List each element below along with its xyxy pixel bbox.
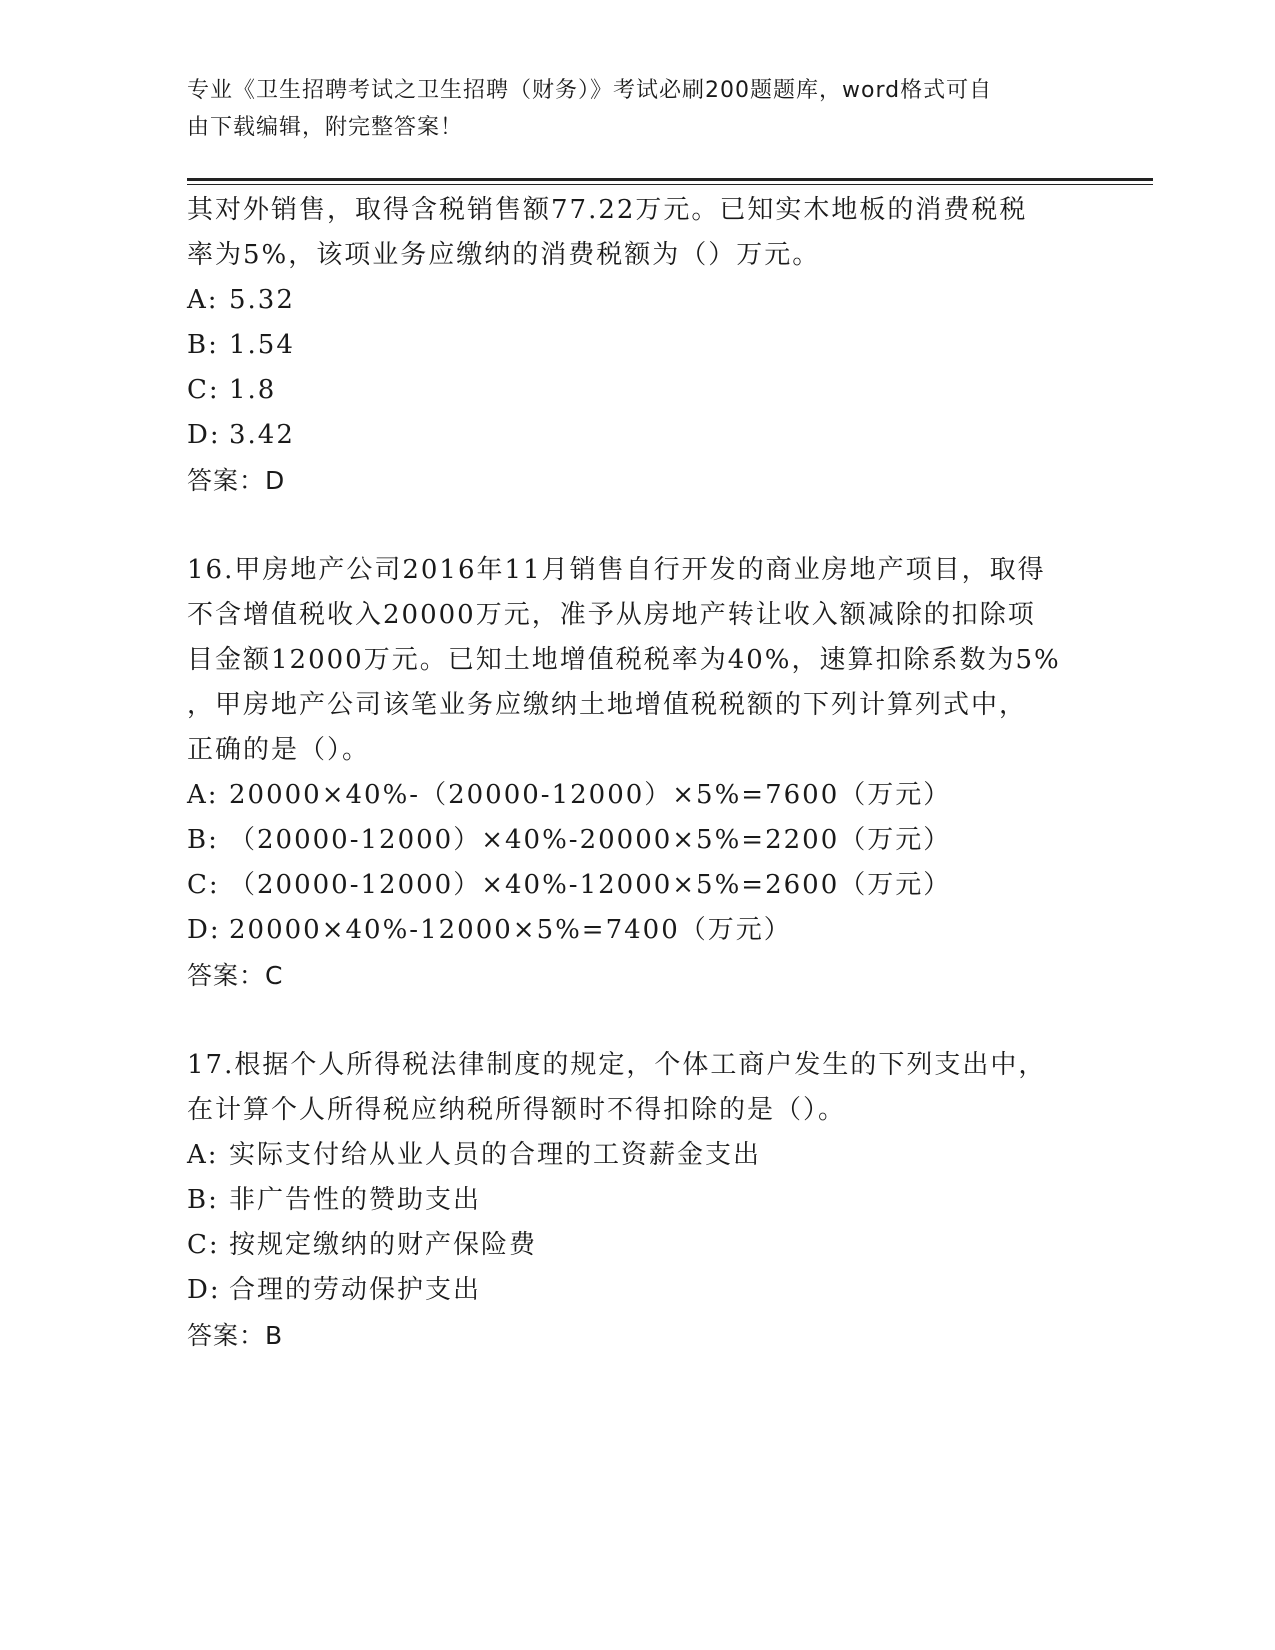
option-text: 20000×40%-12000×5%=7400（万元） [229,915,792,945]
option-text: 20000×40%-（20000-12000）×5%=7600（万元） [229,780,952,810]
answer-line: 答案：D [187,466,286,495]
question-stem: 目金额12000万元。已知土地增值税税率为40%，速算扣除系数为5% [187,645,1061,675]
question-stem: 率为5%，该项业务应缴纳的消费税额为（）万元。 [187,240,821,270]
question-17 [187,1043,1087,1358]
header-divider-thick [187,178,1153,181]
question-stem: 17.根据个人所得税法律制度的规定，个体工商户发生的下列支出中， [187,1050,1047,1080]
option-b [187,1178,1087,1223]
option-key: B: [187,1185,219,1215]
option-text: 非广告性的赞助支出 [229,1185,482,1215]
option-c [187,1223,1087,1268]
option-b [187,323,1087,368]
option-key: B: [187,330,219,360]
option-b [187,818,1087,863]
option-a [187,773,1087,818]
option-key: A: [187,1140,219,1170]
option-key: A: [187,780,219,810]
option-key: D: [187,1275,221,1305]
question-15 [187,188,1087,503]
option-text: 3.42 [229,420,295,450]
answer-line: 答案：C [187,961,284,990]
question-stem: ，甲房地产公司该笔业务应缴纳土地增值税税额的下列计算列式中， [187,690,1028,720]
question-16 [187,548,1087,998]
question-list [187,188,1087,1358]
document-header [187,72,1067,146]
option-text: 按规定缴纳的财产保险费 [229,1230,538,1260]
option-text: 实际支付给从业人员的合理的工资薪金支出 [229,1140,762,1170]
header-line-1: 专业《卫生招聘考试之卫生招聘（财务）》考试必刷200题题库，word格式可自 [187,78,993,103]
option-text: （20000-12000）×40%-20000×5%=2200（万元） [229,825,952,855]
spacer [187,503,1087,548]
option-c [187,863,1087,908]
option-a [187,1133,1087,1178]
option-text: （20000-12000）×40%-12000×5%=2600（万元） [229,870,952,900]
option-d [187,413,1087,458]
header-line-2: 由下载编辑，附完整答案！ [187,115,464,140]
option-key: A: [187,285,219,315]
option-key: C: [187,1230,220,1260]
option-key: B: [187,825,219,855]
answer-line: 答案：B [187,1321,284,1350]
option-d [187,1268,1087,1313]
option-c [187,368,1087,413]
option-key: C: [187,375,220,405]
option-key: D: [187,915,221,945]
option-text: 1.8 [229,375,277,405]
option-text: 5.32 [229,285,295,315]
option-d [187,908,1087,953]
question-stem: 16.甲房地产公司2016年11月销售自行开发的商业房地产项目，取得 [187,555,1046,585]
question-stem: 在计算个人所得税应纳税所得额时不得扣除的是（）。 [187,1095,847,1125]
spacer [187,998,1087,1043]
question-stem: 不含增值税收入20000万元，准予从房地产转让收入额减除的扣除项 [187,600,1036,630]
header-divider-thin [187,184,1153,185]
option-text: 1.54 [229,330,295,360]
question-stem: 其对外销售，取得含税销售额77.22万元。已知实木地板的消费税税 [187,195,1028,225]
option-key: C: [187,870,220,900]
option-a [187,278,1087,323]
option-key: D: [187,420,221,450]
option-text: 合理的劳动保护支出 [229,1275,482,1305]
question-stem: 正确的是（）。 [187,735,371,765]
